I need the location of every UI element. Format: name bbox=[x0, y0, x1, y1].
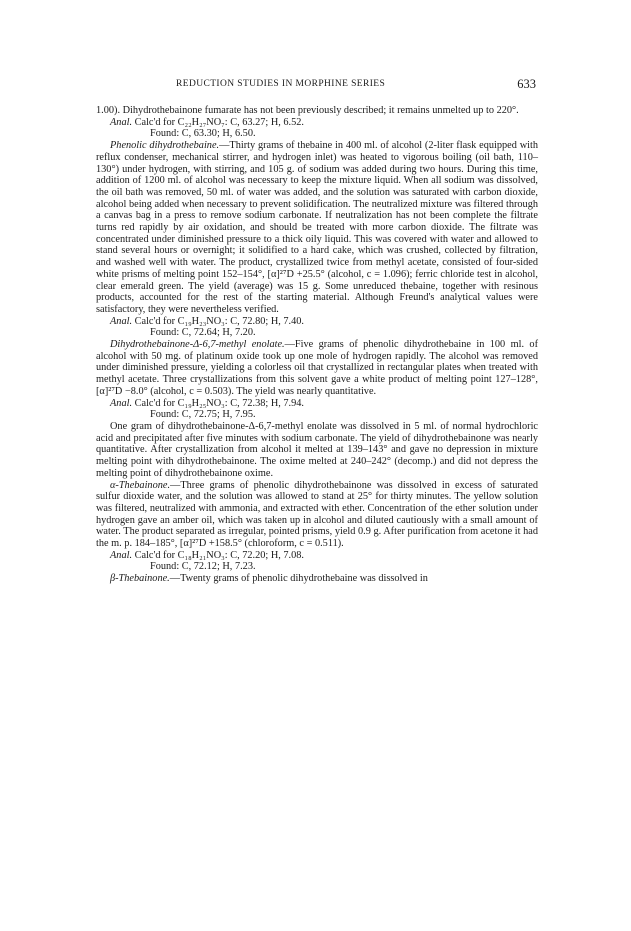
analysis-label: Anal. bbox=[110, 116, 133, 128]
found-line: Found: C, 72.12; H, 7.23. bbox=[150, 561, 256, 573]
analysis-label: Anal. bbox=[110, 549, 133, 561]
body-text bbox=[96, 105, 538, 585]
running-title: REDUCTION STUDIES IN MORPHINE SERIES bbox=[176, 79, 386, 89]
paragraph-methyl-enolate bbox=[96, 339, 538, 398]
paragraph-text: —Thirty grams of thebaine in 400 ml. of alcohol (2-liter flask equipped with reflux condenser, mechanical stirrer, and hydrogen inlet) was heated to vigorous boiling (oil bath, 110–130°) under hydrogen, with stirring, and 105 g. of sodium was added during two hours. During this time, addition of 1200 ml. of alcohol was necessary to keep the mixture liquid. When all sodium was dissolved, the oil bath was removed, 50 ml. of water was added, and the solution was saturated with carbon dioxide, alcohol being added when necessary to prevent solidification. The neutralized mixture was filtered through a canvas bag in a press to remove sodium carbonate. If neutralization has not been complete the filtrate turns red rapidly by air oxidation, and should be treated with more carbon dioxide. The filtrate was concentrated under diminished pressure to a thick oily liquid. This was covered with water and allowed to stand several hours or overnight; it solidified to a hard cake, which was crushed, collected by filtration, and washed well with water. The product, crystallized twice from methyl acetate, consisted of four-sided white prisms of melting point 152–154°, [α]²⁷D +25.5° (alcohol, c = 1.096); ferric chloride test in alcohol, clear emerald green. The yield (average) was 15 g. Some unreduced thebaine, together with resinous products, accounted for the rest of the starting material. Although Freund's analytical values were satisfactory, they were nevertheless verified. bbox=[96, 140, 539, 315]
analysis-text: Calc'd for C₁₈H₂₁NO₃: C, 72.20; H, 7.08. bbox=[134, 549, 304, 561]
found-line: Found: C, 72.75; H, 7.95. bbox=[150, 409, 256, 421]
section-title: Dihydrothebainone-Δ-6,7-methyl enolate. bbox=[110, 339, 285, 351]
section-title: Phenolic dihydrothebaine. bbox=[110, 140, 220, 152]
page-header bbox=[96, 79, 536, 97]
section-title: β-Thebainone. bbox=[110, 573, 170, 585]
paragraph-beta-thebainone bbox=[96, 573, 538, 585]
paragraph-text: —Twenty grams of phenolic dihydrothebaine was dissolved in bbox=[169, 573, 428, 585]
paragraph-alpha-thebainone bbox=[96, 480, 538, 550]
analysis-text: Calc'd for C₁₉H₂₃NO₃: C, 72.80; H, 7.40. bbox=[134, 315, 304, 327]
found-line: Found: C, 63.30; H, 6.50. bbox=[150, 128, 256, 140]
analysis-label: Anal. bbox=[110, 397, 133, 409]
paragraph-phenolic-dihydrothebaine bbox=[96, 140, 538, 316]
paragraph-hydrolysis: One gram of dihydrothebainone-Δ-6,7-methyl enolate was dissolved in 5 ml. of normal hydrochloric acid and precipitated after five minutes with sodium carbonate. The yield of dihydrothebainone was nearly quantitative. After crystallization from alcohol it melted at 139–143° and gave no depression in mixture melting point with dihydrothebainone. The oxime melted at 240–242° (decomp.) and did not depress the melting point of dihydrothebainone oxime. bbox=[96, 420, 538, 479]
analysis-label: Anal. bbox=[110, 315, 133, 327]
analysis-text: Calc'd for C₁₉H₂₅NO₃: C, 72.38; H, 7.94. bbox=[134, 397, 304, 409]
paragraph: 1.00). Dihydrothebainone fumarate has not been previously described; it remains unmelted up to 220°. bbox=[96, 105, 519, 116]
found-line: Found: C, 72.64; H, 7.20. bbox=[150, 327, 256, 339]
analysis-line bbox=[96, 550, 538, 562]
section-title: α-Thebainone. bbox=[110, 479, 171, 491]
paragraph-text: —Three grams of phenolic dihydrothebainone was dissolved in excess of saturated sulfur dioxide water, and the solution was allowed to stand at 25° for thirty minutes. The yellow solution was filtered, neutralized with ammonia, and extracted with ether. Concentration of the ether solution under hydrogen gave an amber oil, which was taken up in alcohol and diluted cautiously with a small amount of water. The product separated as irregular, pointed prisms, yield 0.9 g. After purification from acetone it had the m. p. 184–185°, [α]²⁷D +158.5° (chloroform, c = 0.511). bbox=[96, 479, 538, 550]
analysis-line bbox=[96, 398, 538, 410]
analysis-text: Calc'd for C₂₂H₂₇NO₇: C, 63.27; H, 6.52. bbox=[134, 116, 304, 128]
page-number: 633 bbox=[517, 77, 536, 91]
analysis-line bbox=[96, 117, 538, 129]
paragraph-text: —Five grams of phenolic dihydrothebaine in 100 ml. of alcohol with 50 mg. of platinum oxide took up one mole of hydrogen rapidly. The alcohol was removed under diminished pressure, yielding a colorless oil that crystallized in rectangular plates when treated with methyl acetate. Three crystallizations from this solvent gave a white product of melting point 127–128°, [α]²⁷D −8.0° (alcohol, c = 0.503). The yield was nearly quantitative. bbox=[96, 339, 539, 397]
analysis-line bbox=[96, 316, 538, 328]
